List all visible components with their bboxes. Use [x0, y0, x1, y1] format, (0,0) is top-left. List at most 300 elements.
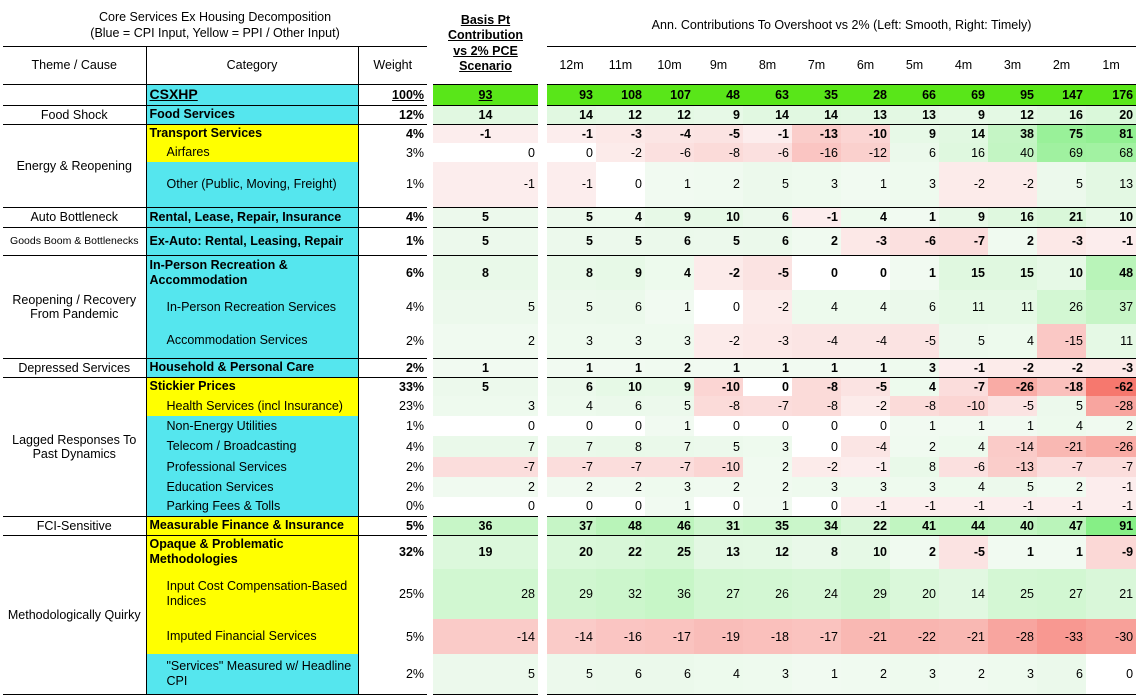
contribution-cell: 6 — [743, 207, 792, 227]
contribution-cell: 4 — [890, 377, 939, 396]
contribution-cell: 14 — [547, 105, 596, 124]
contribution-cell: -9 — [1086, 535, 1136, 569]
contribution-cell: -1 — [792, 207, 841, 227]
contribution-cell: -7 — [1086, 457, 1136, 477]
contribution-cell: 48 — [1086, 255, 1136, 290]
contribution-cell: 0 — [596, 497, 645, 516]
contribution-cell: 176 — [1086, 84, 1136, 105]
contribution-cell: 26 — [1037, 290, 1086, 324]
contribution-cell: 5 — [1037, 396, 1086, 416]
bp-cell: 36 — [433, 516, 538, 535]
contribution-cell: 5 — [988, 477, 1037, 497]
contribution-cell: -16 — [596, 619, 645, 654]
contribution-cell: 1 — [988, 535, 1037, 569]
bp-cell: 2 — [433, 324, 538, 358]
contribution-cell: 9 — [645, 377, 694, 396]
contribution-cell: 1 — [596, 358, 645, 377]
contribution-cell: 2 — [890, 535, 939, 569]
contribution-cell: -5 — [939, 535, 988, 569]
contribution-cell: 10 — [1037, 255, 1086, 290]
contribution-cell: 6 — [645, 654, 694, 694]
contribution-cell: 29 — [547, 569, 596, 619]
contribution-cell: 6 — [890, 143, 939, 162]
contribution-cell: -2 — [988, 358, 1037, 377]
row-weight: 1% — [358, 162, 427, 207]
contribution-cell: 0 — [694, 497, 743, 516]
contribution-cell: 4 — [694, 654, 743, 694]
contribution-cell: -18 — [743, 619, 792, 654]
contribution-cell: -1 — [890, 497, 939, 516]
contribution-cell: -3 — [841, 227, 890, 255]
contribution-cell: -1 — [1086, 227, 1136, 255]
bp-cell: 5 — [433, 290, 538, 324]
contribution-cell: -1 — [988, 497, 1037, 516]
contribution-cell: 16 — [988, 207, 1037, 227]
contribution-cell: 13 — [1086, 162, 1136, 207]
contribution-cell: 3 — [890, 477, 939, 497]
contribution-cell: 0 — [841, 416, 890, 436]
contribution-cell: 5 — [1037, 162, 1086, 207]
period-header: 4m — [939, 46, 988, 84]
period-header: 7m — [792, 46, 841, 84]
contribution-cell: 2 — [890, 436, 939, 457]
contribution-cell: -4 — [841, 436, 890, 457]
contribution-cell: 22 — [841, 516, 890, 535]
contribution-cell: -5 — [988, 396, 1037, 416]
contribution-cell: -6 — [743, 143, 792, 162]
contribution-cell: -10 — [694, 377, 743, 396]
bp-header-line-1: Basis Pt — [460, 12, 511, 27]
contribution-cell: -13 — [988, 457, 1037, 477]
contribution-cell: 13 — [694, 535, 743, 569]
contribution-cell: 48 — [596, 516, 645, 535]
period-header: 10m — [645, 46, 694, 84]
contribution-cell: 1 — [792, 358, 841, 377]
header-weight: Weight — [358, 46, 427, 84]
contribution-cell: 4 — [841, 207, 890, 227]
contribution-cell: 1 — [939, 416, 988, 436]
row-category: Measurable Finance & Insurance — [146, 516, 358, 535]
contribution-cell: 0 — [792, 416, 841, 436]
contribution-cell: -21 — [841, 619, 890, 654]
contribution-cell: -1 — [547, 162, 596, 207]
contribution-cell: -2 — [841, 396, 890, 416]
contribution-cell: 5 — [743, 162, 792, 207]
contribution-cell: 95 — [988, 84, 1037, 105]
contribution-cell: 3 — [645, 324, 694, 358]
contribution-cell: -1 — [939, 358, 988, 377]
bp-cell: 5 — [433, 377, 538, 396]
contribution-cell: 12 — [743, 535, 792, 569]
contribution-cell: 2 — [743, 477, 792, 497]
contribution-cell: -6 — [645, 143, 694, 162]
contribution-cell: -1 — [743, 124, 792, 143]
row-weight: 0% — [358, 497, 427, 516]
row-category: Parking Fees & Tolls — [146, 497, 358, 516]
row-weight: 4% — [405, 439, 425, 454]
contribution-cell: -7 — [939, 227, 988, 255]
contribution-cell: 91 — [1086, 516, 1136, 535]
contribution-cell: -2 — [1037, 358, 1086, 377]
bp-cell: 7 — [433, 436, 538, 457]
contribution-cell: -6 — [890, 227, 939, 255]
row-weight: 3% — [405, 145, 425, 160]
contribution-cell: 75 — [1037, 124, 1086, 143]
bp-cell: 0 — [433, 416, 538, 436]
contribution-cell: 7 — [645, 436, 694, 457]
contribution-cell: -28 — [1086, 396, 1136, 416]
contribution-cell: -7 — [743, 396, 792, 416]
contribution-cell: -2 — [939, 162, 988, 207]
contribution-cell: 1 — [645, 290, 694, 324]
row-weight: 4% — [358, 207, 427, 227]
contribution-cell: -12 — [841, 143, 890, 162]
contribution-cell: -2 — [988, 162, 1037, 207]
row-category: In-Person Recreation & Accommodation — [146, 255, 358, 290]
contribution-cell: 6 — [547, 377, 596, 396]
contribution-cell: 9 — [645, 207, 694, 227]
contribution-cell: -3 — [1086, 358, 1136, 377]
contribution-cell: 8 — [890, 457, 939, 477]
contribution-cell: 2 — [792, 227, 841, 255]
contribution-cell: -5 — [694, 124, 743, 143]
row-weight: 2% — [405, 460, 425, 474]
contributions-title: Ann. Contributions To Overshoot vs 2% (Left: Smooth, Right: Timely) — [651, 17, 1032, 32]
row-category: Ex-Auto: Rental, Leasing, Repair — [146, 227, 358, 255]
contribution-cell: -21 — [1037, 436, 1086, 457]
contribution-cell: -1 — [1037, 497, 1086, 516]
contribution-cell: 12 — [645, 105, 694, 124]
theme-blank — [3, 84, 146, 105]
contribution-cell: 21 — [1086, 569, 1136, 619]
contribution-cell: -1 — [1086, 477, 1136, 497]
row-category: Telecom / Broadcasting — [146, 436, 358, 457]
period-header: 9m — [694, 46, 743, 84]
contribution-cell: 16 — [939, 143, 988, 162]
contribution-cell: 1 — [743, 358, 792, 377]
bp-cell: 8 — [433, 255, 538, 290]
contribution-cell: 27 — [694, 569, 743, 619]
contribution-cell: -4 — [792, 324, 841, 358]
contribution-cell: -10 — [939, 396, 988, 416]
contribution-cell: -2 — [694, 324, 743, 358]
contribution-cell: 38 — [988, 124, 1037, 143]
contribution-cell: 6 — [596, 396, 645, 416]
row-weight: 23% — [399, 399, 425, 413]
contribution-cell: 1 — [890, 207, 939, 227]
row-category: Transport Services — [146, 124, 358, 143]
period-header: 11m — [596, 46, 645, 84]
contribution-cell: 26 — [743, 569, 792, 619]
row-weight: 2% — [358, 324, 427, 358]
contribution-cell: 25 — [988, 569, 1037, 619]
contribution-cell: 3 — [743, 436, 792, 457]
contribution-cell: 8 — [792, 535, 841, 569]
theme-depressed-services: Depressed Services — [3, 358, 146, 377]
row-category: Rental, Lease, Repair, Insurance — [146, 207, 358, 227]
period-header: 6m — [841, 46, 890, 84]
contribution-cell: 108 — [596, 84, 645, 105]
contribution-cell: 6 — [743, 227, 792, 255]
contribution-cell: 32 — [596, 569, 645, 619]
contribution-cell: 3 — [645, 477, 694, 497]
contribution-cell: 0 — [792, 255, 841, 290]
row-category: Education Services — [146, 477, 358, 497]
contribution-cell: -7 — [645, 457, 694, 477]
contribution-cell: 5 — [694, 227, 743, 255]
period-header: 8m — [743, 46, 792, 84]
contribution-cell: 35 — [792, 84, 841, 105]
contribution-cell: -15 — [1037, 324, 1086, 358]
theme-lagged-responses: Lagged Responses To Past Dynamics — [3, 377, 146, 516]
contribution-cell: 1 — [988, 416, 1037, 436]
theme-reopening-recovery: Reopening / Recovery From Pandemic — [3, 255, 146, 358]
contribution-cell: 14 — [939, 124, 988, 143]
contribution-cell: 10 — [841, 535, 890, 569]
contribution-cell: 147 — [1037, 84, 1086, 105]
row-category: Non-Energy Utilities — [146, 416, 358, 436]
contribution-cell: -1 — [1086, 497, 1136, 516]
contribution-cell: 10 — [1086, 207, 1136, 227]
contribution-cell: 8 — [547, 255, 596, 290]
contribution-cell: 9 — [890, 124, 939, 143]
contribution-cell: 1 — [841, 358, 890, 377]
bp-cell: 19 — [433, 535, 538, 569]
contribution-cell: 11 — [988, 290, 1037, 324]
contribution-cell: 5 — [547, 207, 596, 227]
bp-cell: 1 — [433, 358, 538, 377]
contribution-cell: 40 — [988, 143, 1037, 162]
bp-cell: 2 — [433, 477, 538, 497]
contribution-cell: -21 — [939, 619, 988, 654]
contribution-cell: 6 — [596, 654, 645, 694]
contribution-cell: 0 — [792, 497, 841, 516]
contribution-cell: -14 — [547, 619, 596, 654]
contribution-cell: 2 — [694, 477, 743, 497]
period-header: 1m — [1086, 46, 1136, 84]
contribution-cell: 1 — [547, 358, 596, 377]
contribution-cell: 1 — [1037, 535, 1086, 569]
contribution-cell: 0 — [792, 436, 841, 457]
contribution-cell: 37 — [547, 516, 596, 535]
contribution-cell: -6 — [939, 457, 988, 477]
contribution-cell: 47 — [1037, 516, 1086, 535]
contribution-cell: 63 — [743, 84, 792, 105]
contribution-cell: 3 — [890, 162, 939, 207]
contribution-cell: 34 — [792, 516, 841, 535]
contribution-cell: 4 — [547, 396, 596, 416]
contribution-cell: 11 — [939, 290, 988, 324]
contribution-cell: 5 — [939, 324, 988, 358]
bp-cell: 3 — [433, 396, 538, 416]
contribution-cell: 6 — [1037, 654, 1086, 694]
contribution-cell: 1 — [743, 497, 792, 516]
row-category: Imputed Financial Services — [146, 619, 358, 654]
bp-cell: 14 — [433, 105, 538, 124]
contribution-cell: -3 — [1037, 227, 1086, 255]
row-weight: 25% — [399, 587, 425, 601]
contribution-cell: -14 — [988, 436, 1037, 457]
contribution-cell: 20 — [890, 569, 939, 619]
bp-cell: 5 — [433, 227, 538, 255]
contribution-cell: -7 — [939, 377, 988, 396]
period-header: 2m — [1037, 46, 1086, 84]
contribution-cell: 41 — [890, 516, 939, 535]
row-weight: 2% — [358, 358, 427, 377]
contribution-cell: -5 — [890, 324, 939, 358]
contribution-cell: 7 — [547, 436, 596, 457]
contribution-cell: 2 — [988, 227, 1037, 255]
theme-fci-sensitive: FCI-Sensitive — [3, 516, 146, 535]
row-weight: 100% — [358, 84, 427, 105]
contribution-cell: 3 — [547, 324, 596, 358]
contribution-cell: 107 — [645, 84, 694, 105]
contribution-cell: -1 — [841, 457, 890, 477]
contribution-cell: -33 — [1037, 619, 1086, 654]
row-category: In-Person Recreation Services — [146, 290, 358, 324]
contribution-cell: 1 — [694, 358, 743, 377]
theme-goods-boom: Goods Boom & Bottlenecks — [3, 227, 146, 255]
bp-cell: 5 — [433, 207, 538, 227]
bp-header-line-3: vs 2% PCE — [453, 43, 518, 58]
contribution-cell: 24 — [792, 569, 841, 619]
contribution-cell: 48 — [694, 84, 743, 105]
contribution-cell: 14 — [792, 105, 841, 124]
contribution-cell: 3 — [890, 654, 939, 694]
contribution-cell: 1 — [645, 162, 694, 207]
row-category: CSXHP — [146, 84, 358, 105]
row-weight: 33% — [399, 379, 425, 394]
contribution-cell: 10 — [694, 207, 743, 227]
contribution-cell: -17 — [792, 619, 841, 654]
contribution-cell: -4 — [841, 324, 890, 358]
contribution-cell: 4 — [596, 207, 645, 227]
contribution-cell: -2 — [792, 457, 841, 477]
contribution-cell: 8 — [596, 436, 645, 457]
header-theme: Theme / Cause — [3, 46, 146, 84]
contribution-cell: -8 — [694, 396, 743, 416]
contribution-cell: 6 — [645, 227, 694, 255]
row-category: Health Services (incl Insurance) — [146, 396, 358, 416]
row-weight: 6% — [405, 265, 425, 280]
contribution-cell: 3 — [841, 477, 890, 497]
contribution-cell: 2 — [645, 358, 694, 377]
contribution-cell: 36 — [645, 569, 694, 619]
contribution-cell: 14 — [939, 569, 988, 619]
contribution-cell: -2 — [743, 290, 792, 324]
contribution-cell: -3 — [743, 324, 792, 358]
contribution-cell: 10 — [596, 377, 645, 396]
contribution-cell: 37 — [1086, 290, 1136, 324]
contribution-cell: -2 — [694, 255, 743, 290]
contribution-cell: 3 — [890, 358, 939, 377]
contribution-cell: 9 — [939, 207, 988, 227]
table-title — [3, 4, 427, 46]
bp-cell: -1 — [433, 124, 538, 143]
row-weight: 32% — [399, 545, 425, 560]
title-line-1: Core Services Ex Housing Decomposition — [98, 9, 332, 24]
contribution-cell: 4 — [841, 290, 890, 324]
contribution-cell: 66 — [890, 84, 939, 105]
contribution-cell: 14 — [743, 105, 792, 124]
row-weight: 5% — [405, 629, 425, 644]
contribution-cell: -8 — [890, 396, 939, 416]
contribution-cell: -19 — [694, 619, 743, 654]
contribution-cell: -28 — [988, 619, 1037, 654]
bp-cell: -14 — [433, 619, 538, 654]
contribution-cell: 2 — [1037, 477, 1086, 497]
contribution-cell: 69 — [1037, 143, 1086, 162]
contribution-cell: -1 — [841, 497, 890, 516]
contribution-cell: 0 — [694, 290, 743, 324]
contribution-cell: 0 — [743, 377, 792, 396]
contribution-cell: 4 — [1037, 416, 1086, 436]
contribution-cell: 4 — [645, 255, 694, 290]
contribution-cell: 31 — [694, 516, 743, 535]
contribution-cell: 4 — [792, 290, 841, 324]
contribution-cell: 5 — [694, 436, 743, 457]
contribution-cell: 4 — [939, 477, 988, 497]
contribution-cell: 68 — [1086, 143, 1136, 162]
contribution-cell: 0 — [596, 162, 645, 207]
row-category: Opaque & Problematic Methodologies — [146, 535, 358, 569]
contribution-cell: 20 — [1086, 105, 1136, 124]
contribution-cell: 2 — [547, 477, 596, 497]
contribution-cell: -7 — [1037, 457, 1086, 477]
contribution-cell: 1 — [890, 416, 939, 436]
row-weight: 1% — [358, 227, 427, 255]
contribution-cell: -7 — [547, 457, 596, 477]
contribution-cell: 0 — [596, 416, 645, 436]
contributions-table — [547, 4, 1136, 695]
bp-cell: 0 — [433, 497, 538, 516]
basis-point-table — [433, 4, 538, 695]
contribution-cell: 9 — [694, 105, 743, 124]
contribution-cell: 1 — [890, 255, 939, 290]
row-weight: 1% — [405, 419, 425, 433]
period-header: 12m — [547, 46, 596, 84]
contribution-cell: 9 — [939, 105, 988, 124]
row-category: "Services" Measured w/ Headline CPI — [146, 654, 358, 694]
contribution-cell: -16 — [792, 143, 841, 162]
contribution-cell: 9 — [596, 255, 645, 290]
bp-header-line-4: Scenario — [459, 59, 512, 74]
contribution-cell: -26 — [1086, 436, 1136, 457]
contribution-cell: 5 — [547, 227, 596, 255]
contribution-cell: -13 — [792, 124, 841, 143]
contribution-cell: 11 — [1086, 324, 1136, 358]
theme-methodologically-quirky: Methodologically Quirky — [3, 535, 146, 694]
theme-energy-reopening: Energy & Reopening — [3, 124, 146, 207]
period-header: 5m — [890, 46, 939, 84]
contribution-cell: 5 — [547, 654, 596, 694]
contribution-cell: 4 — [939, 436, 988, 457]
contribution-cell: 2 — [841, 654, 890, 694]
contribution-cell: 0 — [841, 255, 890, 290]
contribution-cell: -18 — [1037, 377, 1086, 396]
row-weight: 2% — [358, 654, 427, 694]
contribution-cell: 2 — [1086, 416, 1136, 436]
contribution-cell: -7 — [596, 457, 645, 477]
theme-food-shock: Food Shock — [3, 105, 146, 124]
contribution-cell: 5 — [547, 290, 596, 324]
contribution-cell: -26 — [988, 377, 1037, 396]
contribution-cell: 44 — [939, 516, 988, 535]
bp-cell: 28 — [433, 569, 538, 619]
contribution-cell: -22 — [890, 619, 939, 654]
header-category: Category — [146, 46, 358, 84]
contribution-cell: 21 — [1037, 207, 1086, 227]
